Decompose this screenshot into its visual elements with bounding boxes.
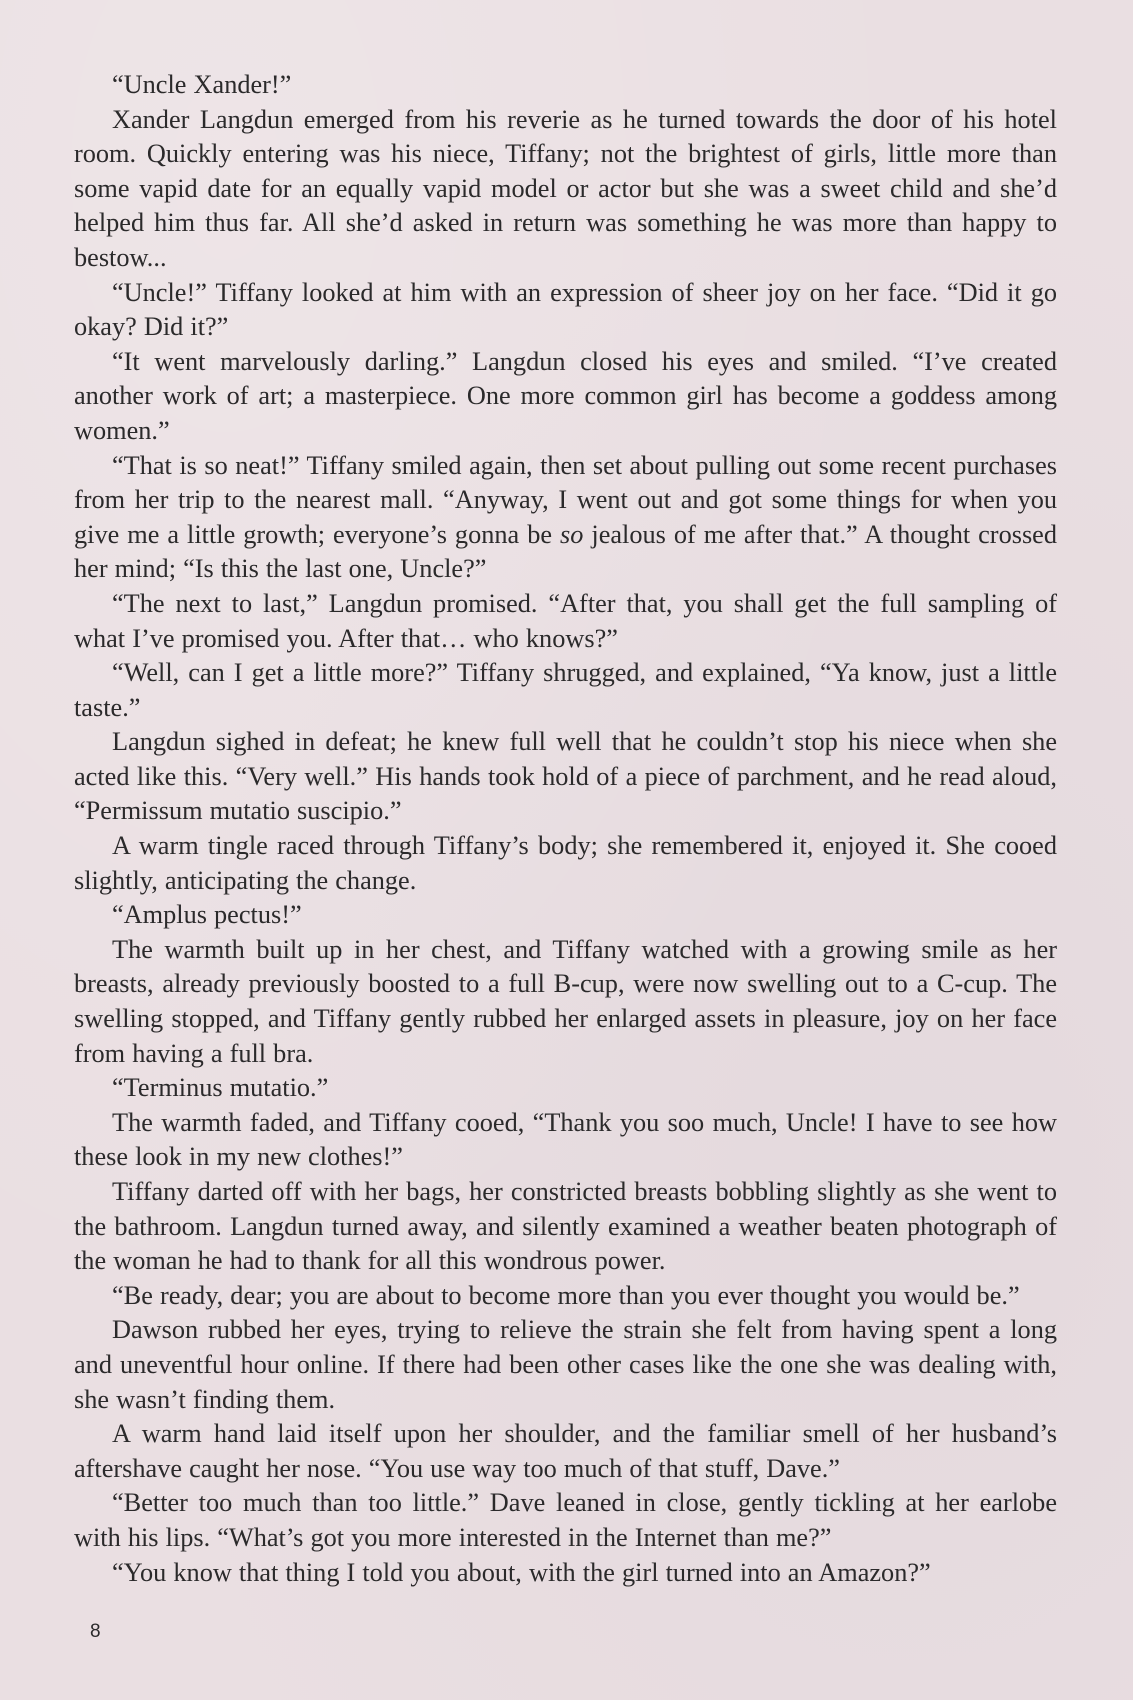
paragraph	[74, 449, 1057, 587]
paragraph: “Uncle Xander!”	[112, 70, 292, 99]
paragraph: “Terminus mutatio.”	[112, 1073, 329, 1103]
paragraph: The warmth faded, and Tiffany cooed, “Thank you soo much, Uncle! I have to see how these look in my new clothes!”	[74, 1107, 1057, 1172]
paragraph-text: jealous of me after that.” A thought crossed her mind; “Is this the last one, Uncle?”	[74, 519, 1058, 584]
paragraph: The warmth built up in her chest, and Tiffany watched with a growing smile as her breasts, already previously boosted to a full B-cup, were now swelling out to a C-cup. The swelling stopped, and Tiffany gently rubbed her enlarged assets in pleasure, joy on her face from having a full bra.	[74, 934, 1057, 1068]
paragraph: “Uncle!” Tiffany looked at him with an expression of sheer joy on her face. “Did it go okay? Did it?”	[74, 277, 1057, 342]
paragraph: Dawson rubbed her eyes, trying to relieve the strain she felt from having spent a long and uneventful hour online. If there had been other cases like the one she was dealing with, she wasn’t finding them.	[74, 1315, 1057, 1414]
paragraph-text: “That is so neat!” Tiffany smiled again, then set about pulling out some recent purchases from her trip to the nearest mall. “Anyway, I went out and got some things for when you give me a little growth; everyone’s gonna be	[74, 450, 1057, 549]
paragraph: “It went marvelously darling.” Langdun closed his eyes and smiled. “I’ve created another work of art; a masterpiece. One more common girl has become a goddess among women.”	[74, 346, 1057, 445]
paragraph: “Amplus pectus!”	[112, 900, 302, 930]
paragraph: A warm tingle raced through Tiffany’s body; she remembered it, enjoyed it. She cooed slightly, anticipating the change.	[74, 831, 1057, 895]
paragraph: “The next to last,” Langdun promised. “After that, you shall get the full sampling of what I’ve promised you. After that… who knows?”	[74, 588, 1057, 653]
body-text	[74, 68, 1057, 1590]
emphasized-word: so	[560, 519, 584, 549]
paragraph: Langdun sighed in defeat; he knew full well that he couldn’t stop his niece when she acted like this. “Very well.” His hands took hold of a piece of parchment, and he read aloud, “Permissum mutatio suscipio.”	[74, 727, 1057, 826]
page-number: 8	[90, 1621, 101, 1642]
paragraph: “You know that thing I told you about, with the girl turned into an Amazon?”	[112, 1557, 931, 1587]
paragraph: A warm hand laid itself upon her shoulder, and the familiar smell of her husband’s aftershave caught her nose. “You use way too much of that stuff, Dave.”	[74, 1419, 1057, 1483]
paragraph: Tiffany darted off with her bags, her constricted breasts bobbling slightly as she went to the bathroom. Langdun turned away, and silently examined a weather beaten photograph of the woman he had to thank for all this wondrous power.	[74, 1177, 1057, 1276]
paragraph: “Better too much than too little.” Dave leaned in close, gently tickling at her earlobe with his lips. “What’s got you more interested in the Internet than me?”	[74, 1488, 1057, 1552]
paragraph: “Be ready, dear; you are about to become more than you ever thought you would be.”	[112, 1280, 1020, 1310]
paragraph: “Well, can I get a little more?” Tiffany shrugged, and explained, “Ya know, just a little taste.”	[74, 658, 1057, 722]
paragraph: Xander Langdun emerged from his reverie as he turned towards the door of his hotel room. Quickly entering was his niece, Tiffany; not the brightest of girls, little more than some vapid date for an equally vapid model or actor but she was a sweet child and she’d helped him thus far. All she’d asked in return was something he was more than happy to bestow...	[74, 104, 1057, 272]
